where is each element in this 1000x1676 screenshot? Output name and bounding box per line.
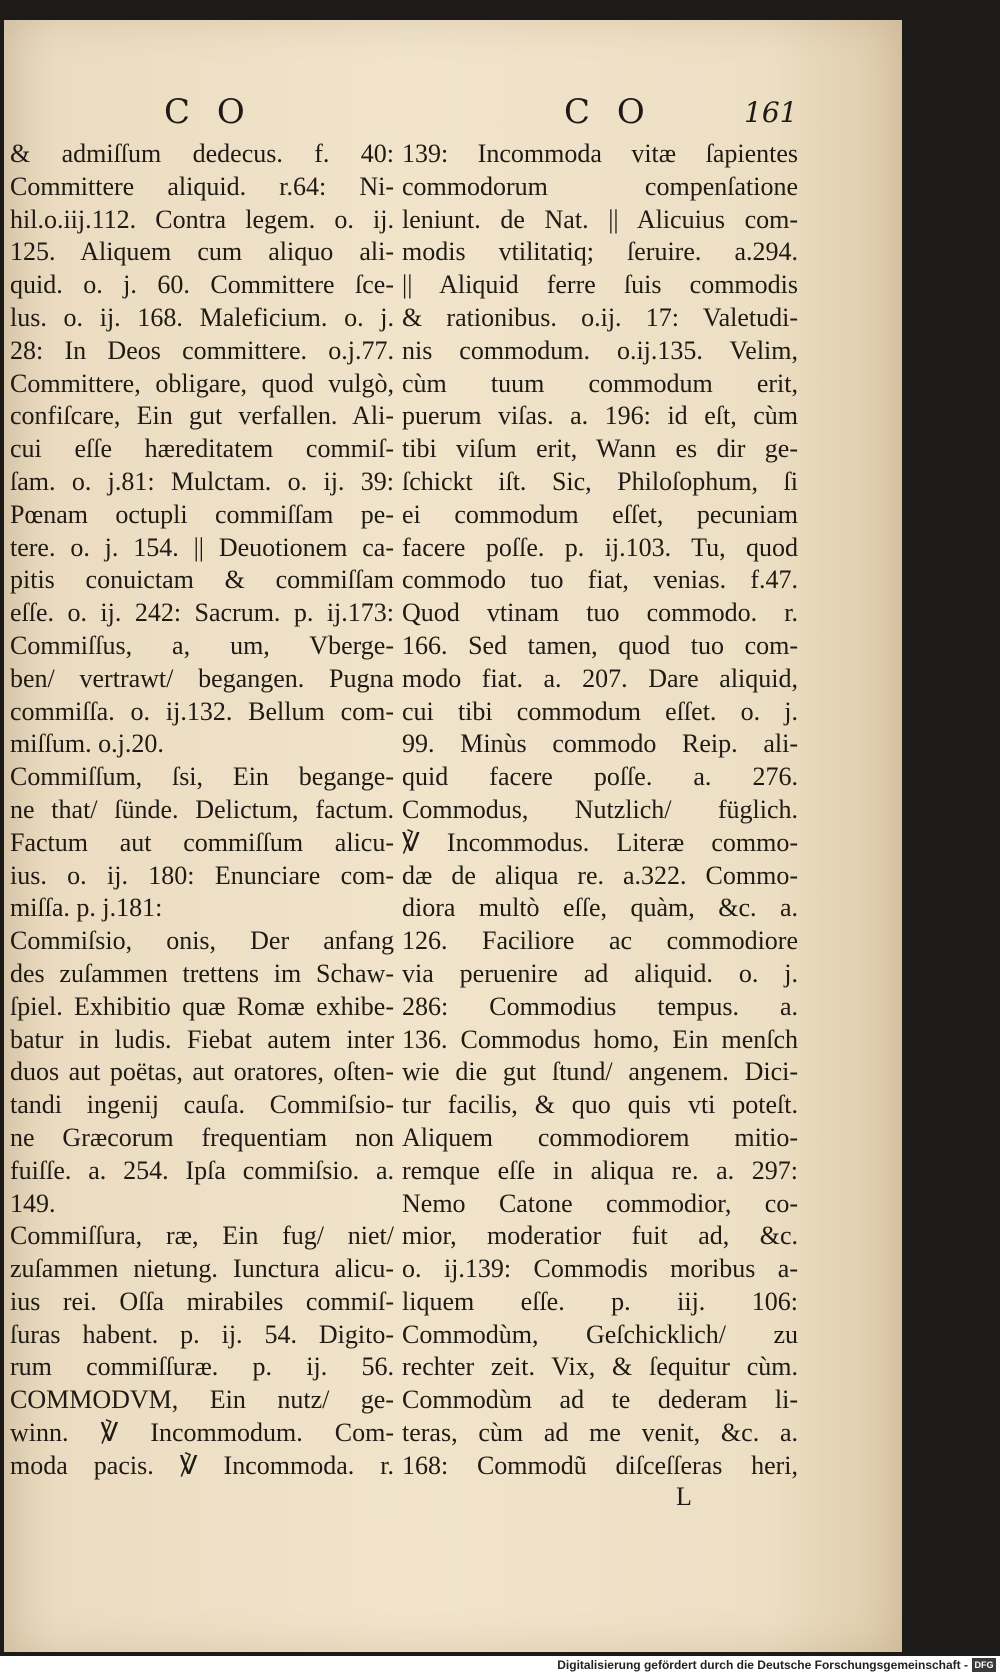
text-line: 139: Incommoda vitæ ſapientes	[402, 139, 798, 168]
text-line: moda pacis. ℣ Incommoda. r.	[10, 1450, 394, 1480]
header-right: C O	[564, 92, 653, 132]
text-line: cùm tuum commodum erit,	[402, 368, 798, 398]
text-line: 125. Aliquem cum aliquo ali-	[10, 237, 394, 267]
header-left: C O	[164, 92, 253, 132]
text-line: modo fiat. a. 207. Dare aliquid,	[402, 663, 798, 693]
text-line: diora multò eſſe, quàm, &c. a.	[402, 893, 798, 923]
text-line: modis vtilitatiq; ſeruire. a.294.	[402, 237, 798, 267]
text-line: ℣ Incommodus. Literæ commo-	[402, 827, 798, 857]
text-line: Committere aliquid. r.64: Ni-	[10, 171, 394, 201]
text-line: puerum viſas. a. 196: id eſt, cùm	[402, 401, 798, 431]
text-line: liquem eſſe. p. iij. 106:	[402, 1286, 798, 1316]
text-line: rum commiſſuræ. p. ij. 56.	[10, 1352, 394, 1382]
text-line: Aliquem commodiorem mitio-	[402, 1122, 798, 1152]
text-line: Quod vtinam tuo commodo. r.	[402, 598, 798, 628]
book-page	[4, 20, 902, 1652]
text-line: 286: Commodius tempus. a.	[402, 991, 798, 1021]
text-line: Commiſsio, onis, Der anfang	[10, 926, 394, 956]
text-line: 166. Sed tamen, quod tuo com-	[402, 630, 798, 660]
text-line: cui eſſe hæreditatem commiſ-	[10, 434, 394, 464]
text-line: & admiſſum dedecus. f. 40:	[10, 139, 394, 168]
text-line: 136. Commodus homo, Ein menſch	[402, 1024, 798, 1054]
text-line: Commodùm, Geſchicklich/ zu	[402, 1319, 798, 1349]
text-line: Commiſſum, ſsi, Ein begange-	[10, 762, 394, 792]
text-line: ei commodum eſſet, pecuniam	[402, 499, 798, 529]
text-line: zuſammen nietung. Iunctura alicu-	[10, 1254, 394, 1284]
text-line: Commiſſura, ræ, Ein fug/ niet/	[10, 1221, 394, 1251]
text-line: Commiſſus, a, um, Vberge-	[10, 630, 394, 660]
text-line: 126. Faciliore ac commodiore	[402, 926, 798, 956]
text-line: facere poſſe. p. ij.103. Tu, quod	[402, 532, 798, 562]
text-line: 28: In Deos committere. o.j.77.	[10, 335, 394, 365]
text-line: 149.	[10, 1188, 56, 1218]
text-line: ius. o. ij. 180: Enunciare com-	[10, 860, 394, 890]
text-line: remque eſſe in aliqua re. a. 297:	[402, 1155, 798, 1185]
text-line: winn. ℣ Incommodum. Com-	[10, 1418, 394, 1448]
text-line: hil.o.iij.112. Contra legem. o. ij.	[10, 204, 394, 234]
text-line: tandi ingenij cauſa. Commiſsio-	[10, 1090, 394, 1120]
text-line: cui tibi commodum eſſet. o. j.	[402, 696, 798, 726]
funding-credit: Digitalisierung gefördert durch die Deutsche Forschungsgemeinschaft -	[557, 1658, 968, 1672]
text-line: Factum aut commiſſum alicu-	[10, 827, 394, 857]
text-line: mior, moderatior fuit ad, &c.	[402, 1221, 798, 1251]
text-line: tibi viſum erit, Wann es dir ge-	[402, 434, 798, 464]
footer-bar	[0, 1656, 1000, 1676]
text-line: Nemo Catone commodior, co-	[402, 1188, 798, 1218]
text-line: duos aut poëtas, aut oratores, oſten-	[10, 1057, 394, 1087]
text-line: & rationibus. o.ij. 17: Valetudi-	[402, 302, 798, 332]
text-line: 99. Minùs commodo Reip. ali-	[402, 729, 798, 759]
text-line: 168: Commodũ diſceſſeras heri,	[402, 1450, 798, 1480]
text-line: ſam. o. j.81: Mulctam. o. ij. 39:	[10, 466, 394, 496]
text-line: miſſa. p. j.181:	[10, 893, 163, 923]
text-line: des zuſammen trettens im Schaw-	[10, 958, 394, 988]
catchword: L	[676, 1482, 692, 1511]
text-line: dæ de aliqua re. a.322. Commo-	[402, 860, 798, 890]
text-line: miſſum. o.j.20.	[10, 729, 164, 759]
text-line: batur in ludis. Fiebat autem inter	[10, 1024, 394, 1054]
text-line: leniunt. de Nat. || Alicuius com-	[402, 204, 798, 234]
text-line: nis commodum. o.ij.135. Velim,	[402, 335, 798, 365]
text-line: rechter zeit. Vix, & ſequitur cùm.	[402, 1352, 798, 1382]
text-line: tur facilis, & quo quis vti poteſt.	[402, 1090, 798, 1120]
text-line: Commodùm ad te dederam li-	[402, 1385, 798, 1415]
text-line: COMMODVM, Ein nutz/ ge-	[10, 1385, 394, 1415]
text-line: pitis conuictam & commiſſam	[10, 565, 394, 595]
running-header	[4, 82, 902, 142]
text-line: ius rei. Oſſa mirabiles commiſ-	[10, 1286, 394, 1316]
text-line: Pœnam octupli commiſſam pe-	[10, 499, 394, 529]
text-line: commodorum compenſatione	[402, 171, 798, 201]
text-line: || Aliquid ferre ſuis commodis	[402, 270, 798, 300]
text-line: quid. o. j. 60. Committere ſce-	[10, 270, 394, 300]
text-line: commiſſa. o. ij.132. Bellum com-	[10, 696, 394, 726]
text-line: fuiſſe. a. 254. Ipſa commiſsio. a.	[10, 1155, 394, 1185]
text-line: ben/ vertrawt/ begangen. Pugna	[10, 663, 394, 693]
text-line: ne Græcorum frequentiam non	[10, 1122, 394, 1152]
text-line: via peruenire ad aliquid. o. j.	[402, 958, 798, 988]
text-line: ne that/ ſünde. Delictum, factum.	[10, 794, 394, 824]
text-line: commodo tuo fiat, venias. f.47.	[402, 565, 798, 595]
dfg-logo-icon: DFG	[972, 1658, 996, 1672]
left-text-column	[10, 138, 394, 1483]
text-line: ſpiel. Exhibitio quæ Romæ exhibe-	[10, 991, 394, 1021]
text-line: ſuras habent. p. ij. 54. Digito-	[10, 1319, 394, 1349]
text-line: wie die gut ſtund/ angenem. Dici-	[402, 1057, 798, 1087]
text-line: confiſcare, Ein gut verfallen. Ali-	[10, 401, 394, 431]
text-line: lus. o. ij. 168. Maleficium. o. j.	[10, 302, 394, 332]
text-line: Committere, obligare, quod vulgò,	[10, 368, 394, 398]
page-number: 161	[744, 96, 798, 129]
text-line: eſſe. o. ij. 242: Sacrum. p. ij.173:	[10, 598, 394, 628]
text-line: o. ij.139: Commodis moribus a-	[402, 1254, 798, 1284]
right-text-column	[402, 138, 798, 1483]
text-line: ſchickt iſt. Sic, Philoſophum, ſi	[402, 466, 798, 496]
text-line: Commodus, Nutzlich/ füglich.	[402, 794, 798, 824]
text-line: tere. o. j. 154. || Deuotionem ca-	[10, 532, 394, 562]
text-line: quid facere poſſe. a. 276.	[402, 762, 798, 792]
text-line: teras, cùm ad me venit, &c. a.	[402, 1418, 798, 1448]
